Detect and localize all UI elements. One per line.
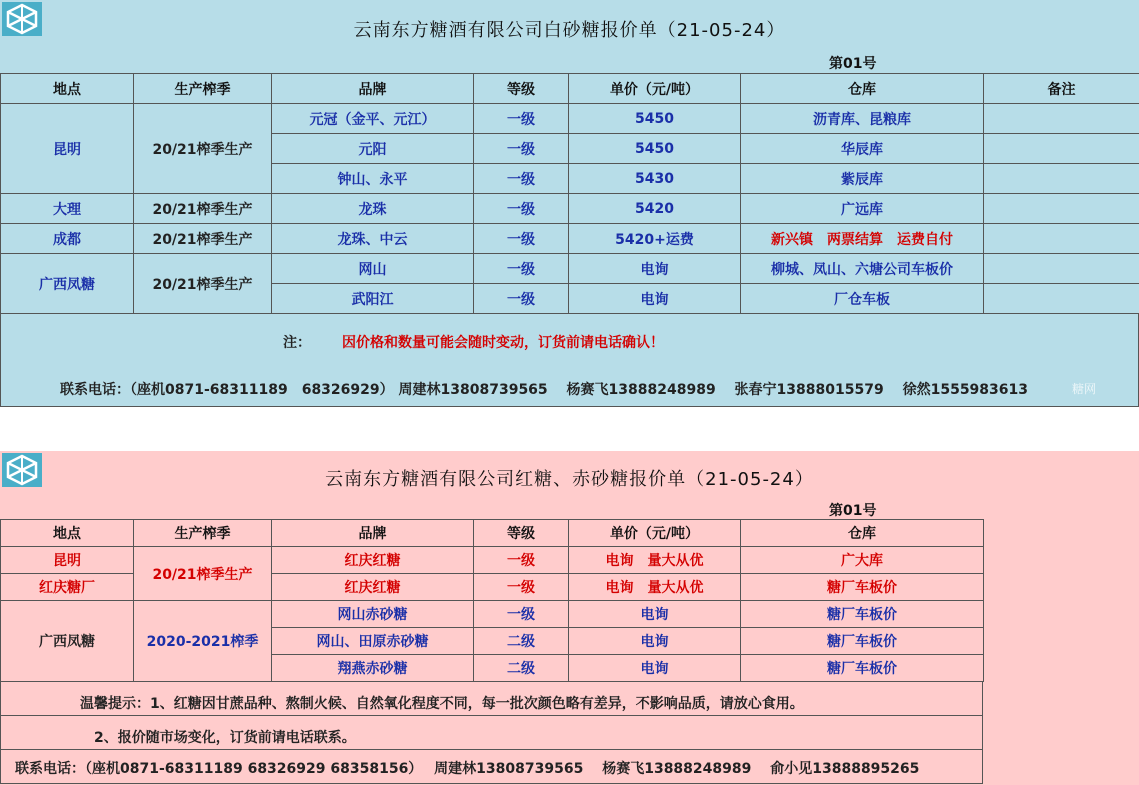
table-row bbox=[1, 601, 984, 628]
season-cell: 20/21榨季生产 bbox=[134, 104, 272, 194]
warehouse-cell: 厂仓车板 bbox=[741, 284, 984, 314]
header-season: 生产榨季 bbox=[134, 74, 272, 104]
note-label: 注： bbox=[283, 335, 311, 351]
price-cell: 5420 bbox=[569, 194, 741, 224]
brand-cell: 红庆红糖 bbox=[272, 574, 474, 601]
brown-sugar-panel bbox=[0, 451, 1139, 785]
location-cell: 昆明 bbox=[1, 104, 134, 194]
remark-cell bbox=[984, 254, 1139, 284]
price-cell: 电询 bbox=[569, 601, 741, 628]
tip-1: 温馨提示：1、红糖因甘蔗品种、熬制火候、自然氧化程度不同，每一批次颜色略有差异，不影响品质，请放心食用。 bbox=[80, 696, 804, 712]
header-season: 生产榨季 bbox=[134, 520, 272, 547]
warehouse-cell: 糖厂车板价 bbox=[741, 628, 984, 655]
warehouse-cell: 广远库 bbox=[741, 194, 984, 224]
grade-cell: 一级 bbox=[474, 134, 569, 164]
remark-cell bbox=[984, 224, 1139, 254]
header-location: 地点 bbox=[1, 520, 134, 547]
price-cell: 5450 bbox=[569, 104, 741, 134]
price-cell: 5450 bbox=[569, 134, 741, 164]
warehouse-cell: 华辰库 bbox=[741, 134, 984, 164]
season-cell: 20/21榨季生产 bbox=[134, 224, 272, 254]
brand-cell: 网山 bbox=[272, 254, 474, 284]
season-cell: 20/21榨季生产 bbox=[134, 547, 272, 601]
header-brand: 品牌 bbox=[272, 520, 474, 547]
header-brand: 品牌 bbox=[272, 74, 474, 104]
warehouse-cell: 紫辰库 bbox=[741, 164, 984, 194]
header-price: 单价（元/吨） bbox=[569, 520, 741, 547]
brand-cell: 网山、田原赤砂糖 bbox=[272, 628, 474, 655]
brand-cell: 龙珠 bbox=[272, 194, 474, 224]
season-cell: 20/21榨季生产 bbox=[134, 254, 272, 314]
brand-cell: 翔燕赤砂糖 bbox=[272, 655, 474, 682]
grade-cell: 二级 bbox=[474, 655, 569, 682]
tip-2: 2、报价随市场变化，订货前请电话联系。 bbox=[94, 730, 356, 746]
location-cell: 红庆糖厂 bbox=[1, 574, 134, 601]
grade-cell: 一级 bbox=[474, 224, 569, 254]
brand-cell: 龙珠、中云 bbox=[272, 224, 474, 254]
warehouse-cell: 广大库 bbox=[741, 547, 984, 574]
price-cell: 电询 量大从优 bbox=[569, 574, 741, 601]
table-row bbox=[1, 224, 1139, 254]
grade-cell: 一级 bbox=[474, 254, 569, 284]
grade-cell: 一级 bbox=[474, 284, 569, 314]
warehouse-cell: 糖厂车板价 bbox=[741, 655, 984, 682]
price-cell: 电询 bbox=[569, 254, 741, 284]
brown-sugar-contact: 联系电话：（座机0871-68311189 68326929 68358156） 周建林13808739565 杨赛飞13888248989 俞小见13888895265 bbox=[15, 761, 920, 777]
brand-cell: 元冠（金平、元江） bbox=[272, 104, 474, 134]
white-sugar-contact: 联系电话：（座机0871-68311189 68326929） 周建林13808739565 杨赛飞13888248989 张春宁13888015579 徐然1555983613 bbox=[60, 382, 1029, 398]
price-cell: 电询 量大从优 bbox=[569, 547, 741, 574]
brown-sugar-number: 第01号 bbox=[829, 503, 877, 519]
header-warehouse: 仓库 bbox=[741, 520, 984, 547]
watermark: 糖网 bbox=[1072, 382, 1097, 396]
remark-cell bbox=[984, 104, 1139, 134]
grade-cell: 一级 bbox=[474, 164, 569, 194]
brand-cell: 元阳 bbox=[272, 134, 474, 164]
white-sugar-table bbox=[0, 73, 1139, 314]
warehouse-cell: 新兴镇 两票结算 运费自付 bbox=[741, 224, 984, 254]
location-cell: 广西凤糖 bbox=[1, 254, 134, 314]
header-grade: 等级 bbox=[474, 74, 569, 104]
table-header-row bbox=[1, 74, 1139, 104]
remark-cell bbox=[984, 194, 1139, 224]
header-warehouse: 仓库 bbox=[741, 74, 984, 104]
brand-cell: 钟山、永平 bbox=[272, 164, 474, 194]
brand-cell: 武阳江 bbox=[272, 284, 474, 314]
grade-cell: 一级 bbox=[474, 104, 569, 134]
table-row bbox=[1, 104, 1139, 134]
grade-cell: 一级 bbox=[474, 547, 569, 574]
location-cell: 成都 bbox=[1, 224, 134, 254]
price-cell: 电询 bbox=[569, 655, 741, 682]
grade-cell: 一级 bbox=[474, 194, 569, 224]
location-cell: 广西凤糖 bbox=[1, 601, 134, 682]
table-row bbox=[1, 254, 1139, 284]
header-price: 单价（元/吨） bbox=[569, 74, 741, 104]
warehouse-cell: 柳城、凤山、六塘公司车板价 bbox=[741, 254, 984, 284]
price-cell: 电询 bbox=[569, 628, 741, 655]
white-sugar-title: 云南东方糖酒有限公司白砂糖报价单（21-05-24） bbox=[353, 20, 786, 41]
grade-cell: 一级 bbox=[474, 574, 569, 601]
table-row bbox=[1, 547, 984, 574]
price-cell: 5430 bbox=[569, 164, 741, 194]
note-text: 因价格和数量可能会随时变动，订货前请电话确认！ bbox=[342, 335, 664, 351]
brown-sugar-table bbox=[0, 519, 984, 682]
brown-sugar-title: 云南东方糖酒有限公司红糖、赤砂糖报价单（21-05-24） bbox=[325, 469, 814, 490]
remark-cell bbox=[984, 164, 1139, 194]
brand-cell: 红庆红糖 bbox=[272, 547, 474, 574]
location-cell: 昆明 bbox=[1, 547, 134, 574]
table-row bbox=[1, 194, 1139, 224]
location-cell: 大理 bbox=[1, 194, 134, 224]
grade-cell: 二级 bbox=[474, 628, 569, 655]
header-grade: 等级 bbox=[474, 520, 569, 547]
remark-cell bbox=[984, 284, 1139, 314]
warehouse-cell: 糖厂车板价 bbox=[741, 574, 984, 601]
season-cell: 20/21榨季生产 bbox=[134, 194, 272, 224]
warehouse-cell: 糖厂车板价 bbox=[741, 601, 984, 628]
price-cell: 5420+运费 bbox=[569, 224, 741, 254]
table-header-row bbox=[1, 520, 984, 547]
remark-cell bbox=[984, 134, 1139, 164]
warehouse-cell: 沥青库、昆粮库 bbox=[741, 104, 984, 134]
brand-cell: 网山赤砂糖 bbox=[272, 601, 474, 628]
season-cell: 2020-2021榨季 bbox=[134, 601, 272, 682]
grade-cell: 一级 bbox=[474, 601, 569, 628]
header-location: 地点 bbox=[1, 74, 134, 104]
header-remark: 备注 bbox=[984, 74, 1139, 104]
white-sugar-number: 第01号 bbox=[829, 56, 877, 72]
price-cell: 电询 bbox=[569, 284, 741, 314]
